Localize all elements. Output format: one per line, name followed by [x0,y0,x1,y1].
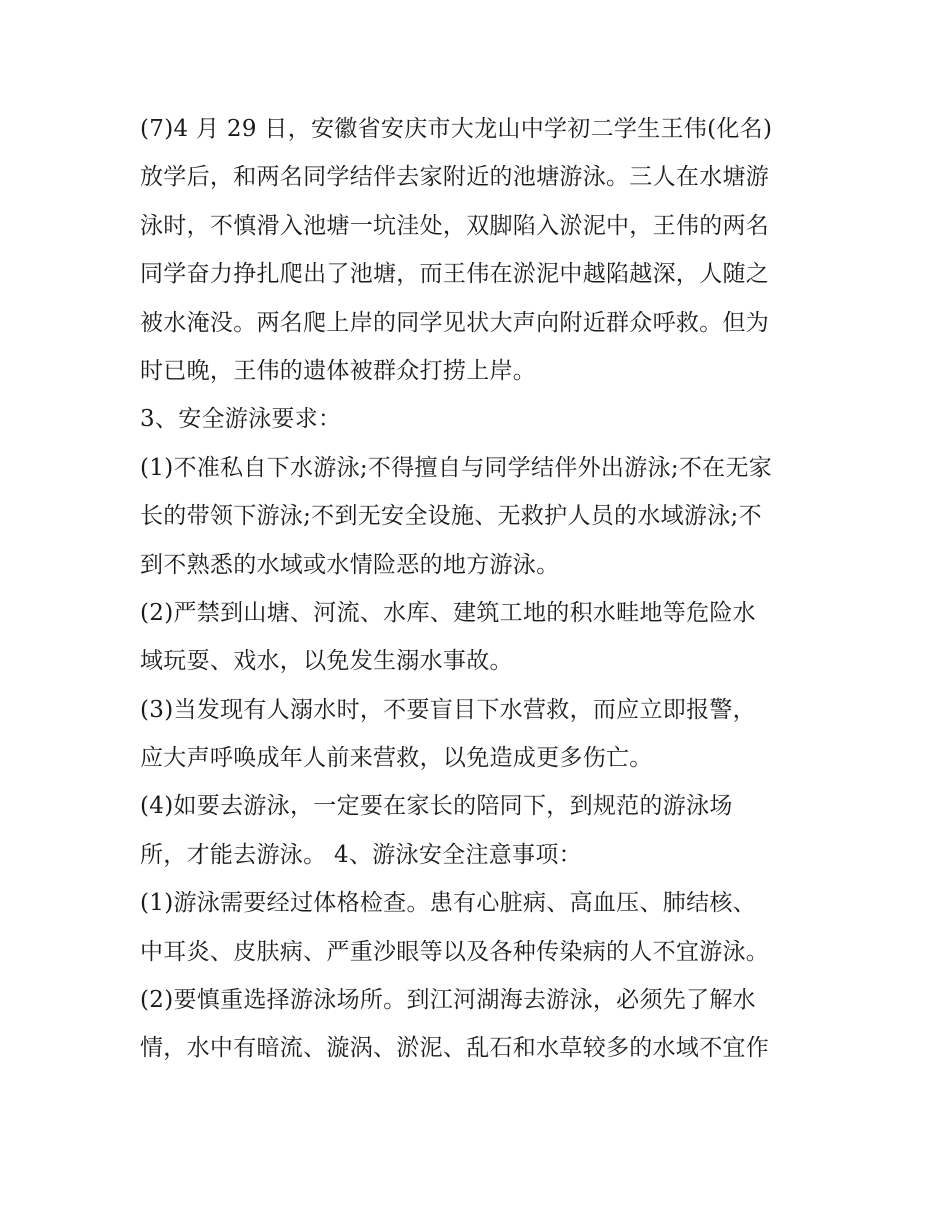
text-line: (7)4 月 29 日，安徽省安庆市大龙山中学初二学生王伟(化名) [140,116,773,142]
text-line: (1)不准私自下水游泳;不得擅自与同学结伴外出游泳;不在无家 [140,454,773,481]
text-line: (2)要慎重选择游泳场所。到江河湖海去游泳，必须先了解水 [140,987,756,1014]
text-line: 中耳炎、皮肤病、严重沙眼等以及各种传染病的人不宜游泳。 [140,938,770,965]
text-line: 到不熟悉的水域或水情险恶的地方游泳。 [140,551,560,578]
text-line: (4)如要去游泳，一定要在家长的陪同下，到规范的游泳场 [140,793,733,820]
text-line: (3)当发现有人溺水时，不要盲目下水营救，而应立即报警， [140,696,756,723]
text-line: 域玩耍、戏水，以免发生溺水事故。 [140,648,513,675]
text-line: 应大声呼唤成年人前来营救，以免造成更多伤亡。 [140,745,653,772]
text-line: 被水淹没。两名爬上岸的同学见状大声向附近群众呼救。但为 [140,309,770,336]
text-line: 同学奋力挣扎爬出了池塘，而王伟在淤泥中越陷越深，人随之 [140,261,770,288]
text-line: 放学后，和两名同学结伴去家附近的池塘游泳。三人在水塘游 [140,164,770,191]
text-line: 泳时，不慎滑入池塘一坑洼处，双脚陷入淤泥中，王伟的两名 [140,212,770,239]
text-line: (2)严禁到山塘、河流、水库、建筑工地的积水畦地等危险水 [140,599,756,626]
text-line: (1)游泳需要经过体格检查。患有心脏病、高血压、肺结核、 [140,890,756,917]
text-line: 情，水中有暗流、漩涡、淤泥、乱石和水草较多的水域不宜作 [140,1035,770,1062]
text-line: 长的带领下游泳;不到无安全设施、无救护人员的水域游泳;不 [140,503,762,530]
document-body [140,105,820,1073]
section-heading: 3、安全游泳要求： [140,406,342,433]
text-line: 所，才能去游泳。 4、游泳安全注意事项： [140,841,582,868]
text-line: 时已晚，王伟的遗体被群众打捞上岸。 [140,357,537,384]
